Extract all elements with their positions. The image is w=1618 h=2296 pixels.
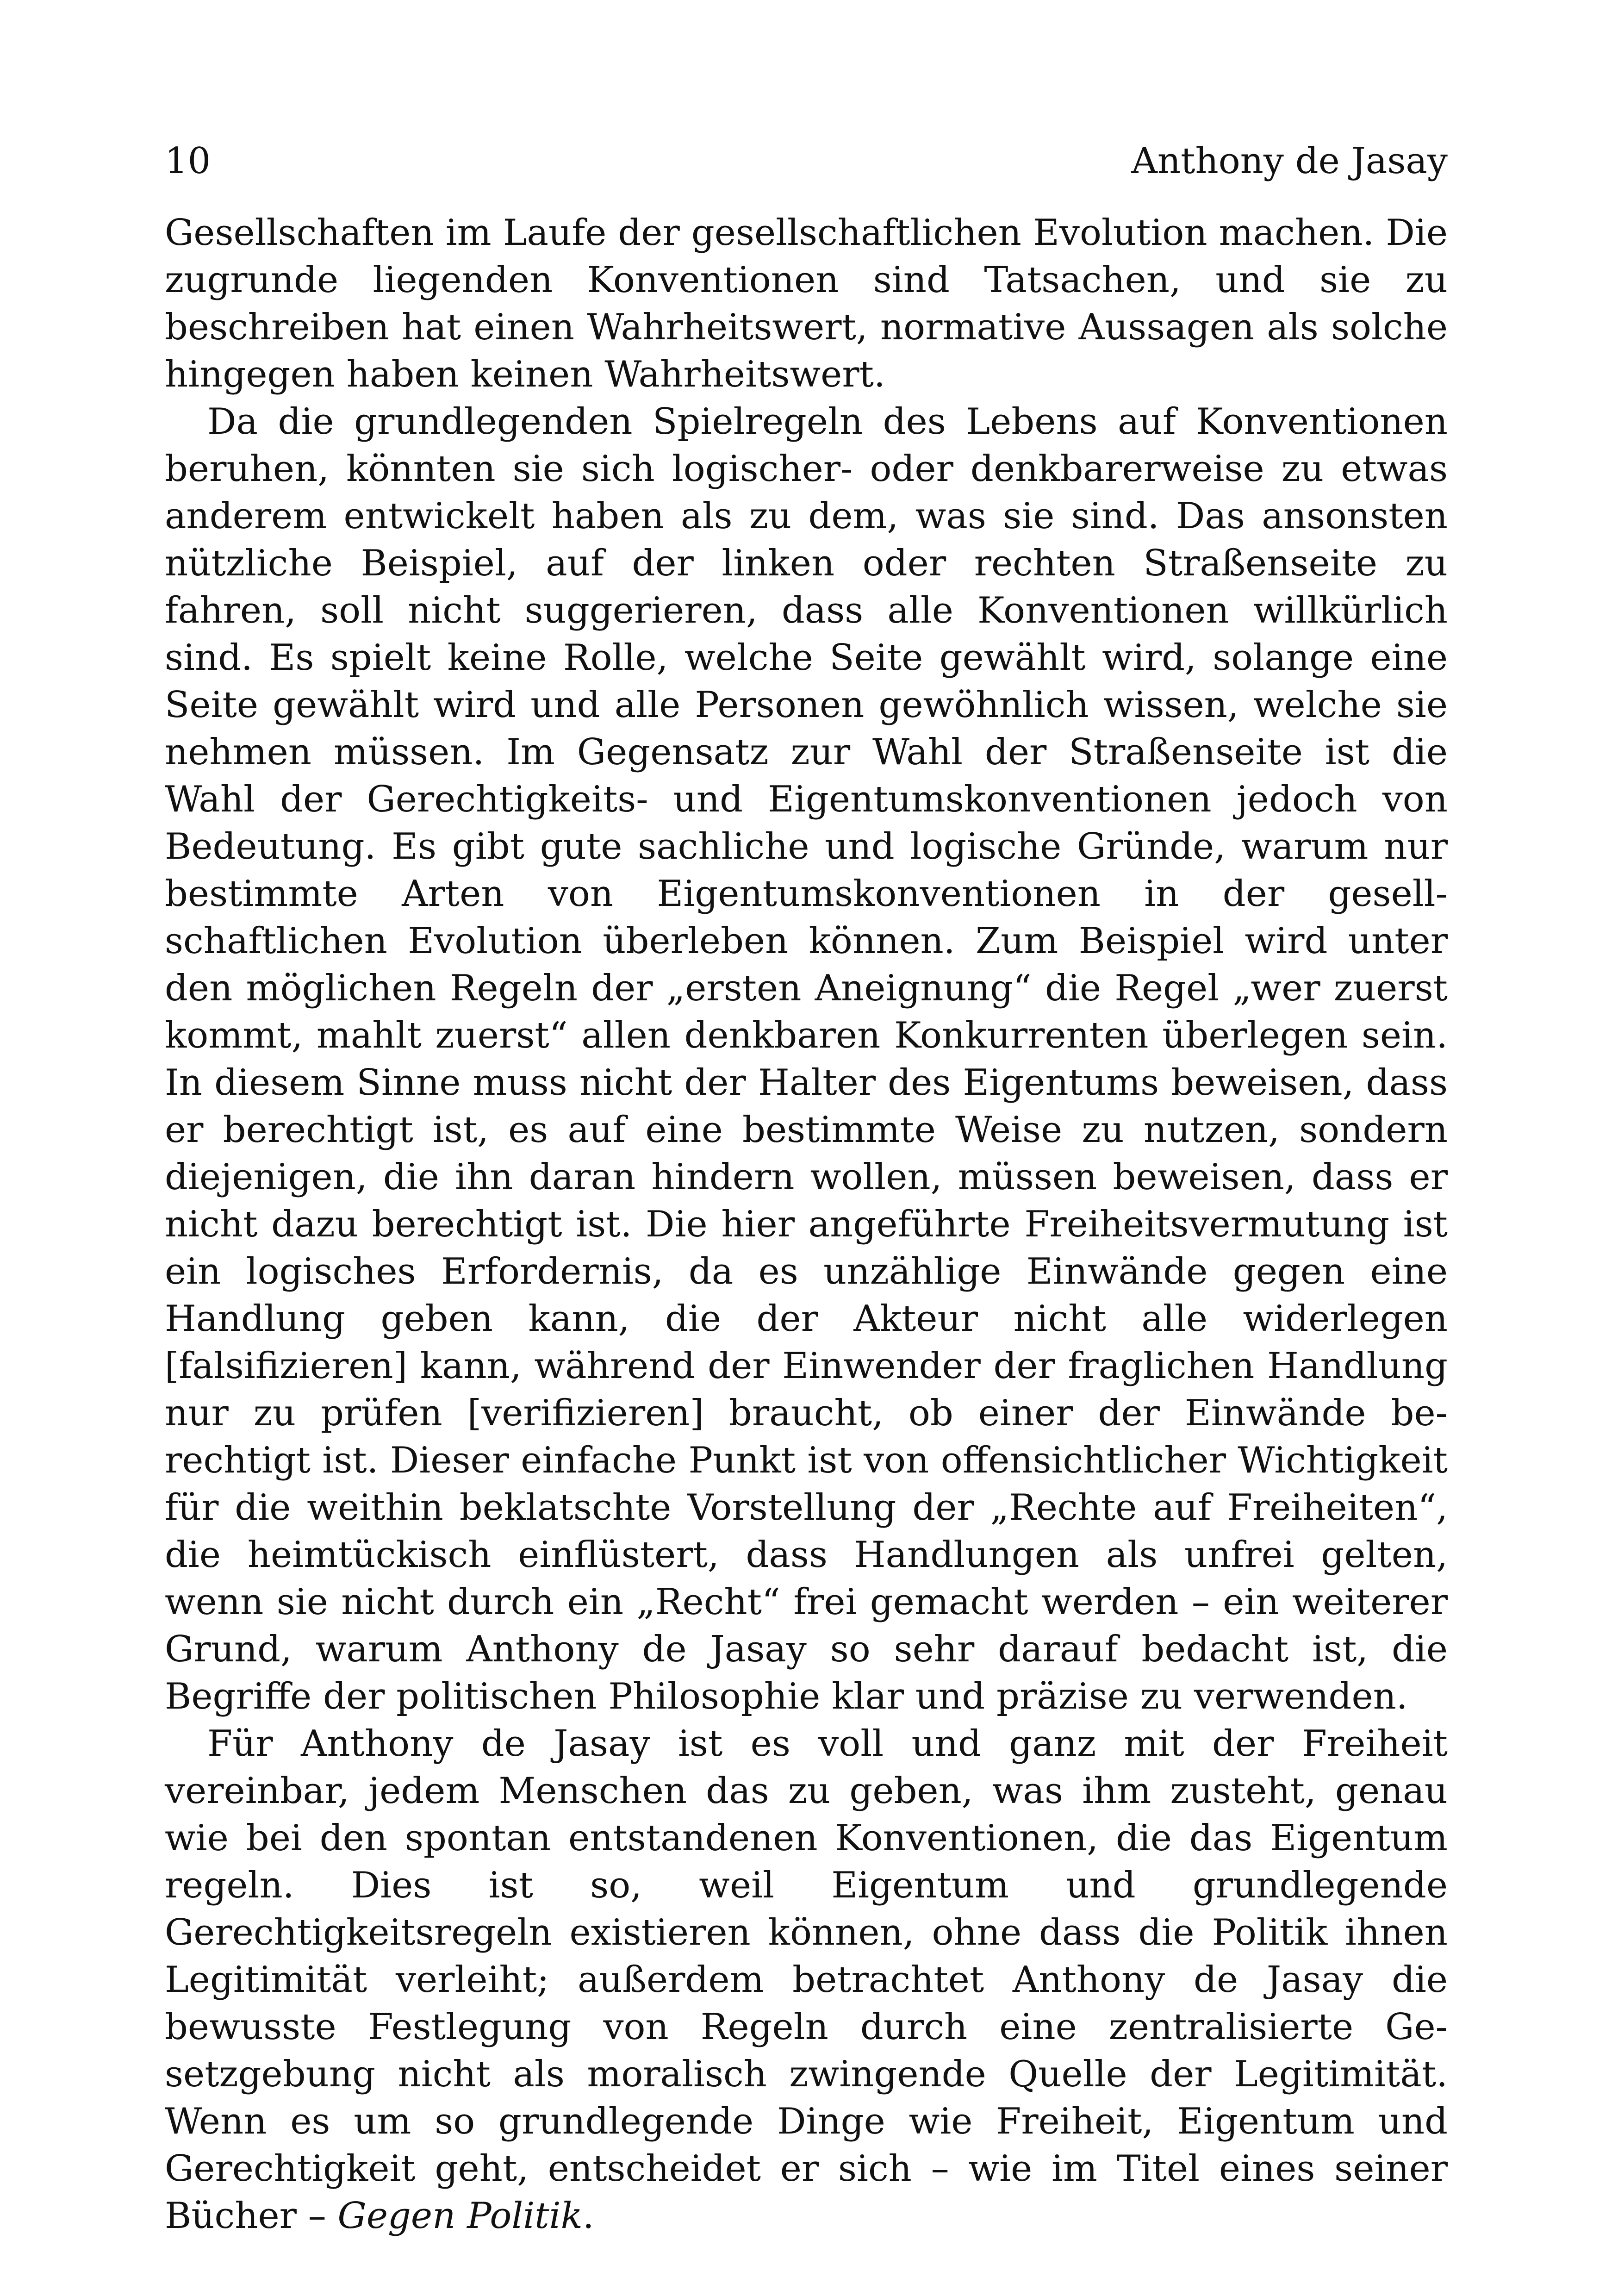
paragraph-3-text: Für Anthony de Jasay ist es voll und ganz mit der Freiheit vereinbar, jedem Menschen das zu geben, was ihm zusteht, genau wie bei den spontan entstandenen Konventionen, die das Eigentum regeln. Dies ist so, weil Eigentum und grundlegende Gerechtigkeitsregeln existieren können, ohne dass die Politik ihnen Legitimität verleiht; außerdem betrachtet Anthony de Jasay die bewusste Festlegung von Regeln durch eine zentralisierte Gesetzgebung nicht als moralisch zwingende Quelle der Legitimität. Wenn es um so grundlegende Dinge wie Freiheit, Eigentum und Gerechtigkeit geht, entscheidet er sich – wie im Titel eines seiner Bücher –	[165, 1723, 1448, 2237]
book-title-italic: Gegen Politik	[337, 2195, 583, 2237]
paragraph-3-end: .	[582, 2195, 594, 2237]
paragraph-2	[165, 398, 1448, 1720]
body-text	[165, 209, 1448, 2240]
running-header	[165, 133, 1448, 189]
running-title: Anthony de Jasay	[1131, 140, 1448, 182]
page-number: 10	[165, 140, 211, 182]
paragraph-1-text: Gesellschaften im Laufe der gesellschaftlichen Evolution machen. Die zugrunde liegenden Konventionen sind Tatsachen, und sie zu beschreiben hat einen Wahrheitswert, normative Aussagen als solche hingegen haben keinen Wahrheitswert.	[165, 212, 1448, 395]
paragraph-3	[165, 1720, 1448, 2240]
paragraph-1	[165, 209, 1448, 398]
paragraph-2-text: Da die grundlegenden Spielregeln des Lebens auf Konventionen beruhen, könnten sie sich logischer- oder denkbarerweise zu etwas anderem entwickelt haben als zu dem, was sie sind. Das ansonsten nützliche Beispiel, auf der linken oder rechten Straßenseite zu fahren, soll nicht suggerieren, dass alle Konventionen willkürlich sind. Es spielt keine Rolle, welche Seite gewählt wird, solange eine Seite gewählt wird und alle Personen gewöhnlich wissen, welche sie nehmen müssen. Im Gegensatz zur Wahl der Straßenseite ist die Wahl der Gerechtigkeits- und Eigentumskonventionen jedoch von Bedeutung. Es gibt gute sachliche und logische Gründe, warum nur bestimmte Arten von Eigentumskonventionen in der gesellschaftlichen Evolution überleben können. Zum Beispiel wird unter den möglichen Regeln der „ersten Aneignung“ die Regel „wer zuerst kommt, mahlt zuerst“ allen denkbaren Konkurrenten überlegen sein. In diesem Sinne muss nicht der Halter des Eigentums beweisen, dass er berechtigt ist, es auf eine bestimmte Weise zu nutzen, sondern diejenigen, die ihn daran hindern wollen, müssen beweisen, dass er nicht dazu berechtigt ist. Die hier angeführte Freiheitsvermutung ist ein logisches Erfordernis, da es unzählige Einwände gegen eine Handlung geben kann, die der Akteur nicht alle widerlegen [falsifizieren] kann, während der Einwender der fraglichen Handlung nur zu prüfen [verifizieren] braucht, ob einer der Einwände berechtigt ist. Dieser einfache Punkt ist von offensichtlicher Wichtigkeit für die weithin beklatschte Vorstellung der „Rechte auf Freiheiten“, die heimtückisch einflüstert, dass Handlungen als unfrei gelten, wenn sie nicht durch ein „Recht“ frei gemacht werden – ein weiterer Grund, warum Anthony de Jasay so sehr darauf bedacht ist, die Begriffe der politischen Philosophie klar und präzise zu verwenden.	[165, 401, 1448, 1717]
